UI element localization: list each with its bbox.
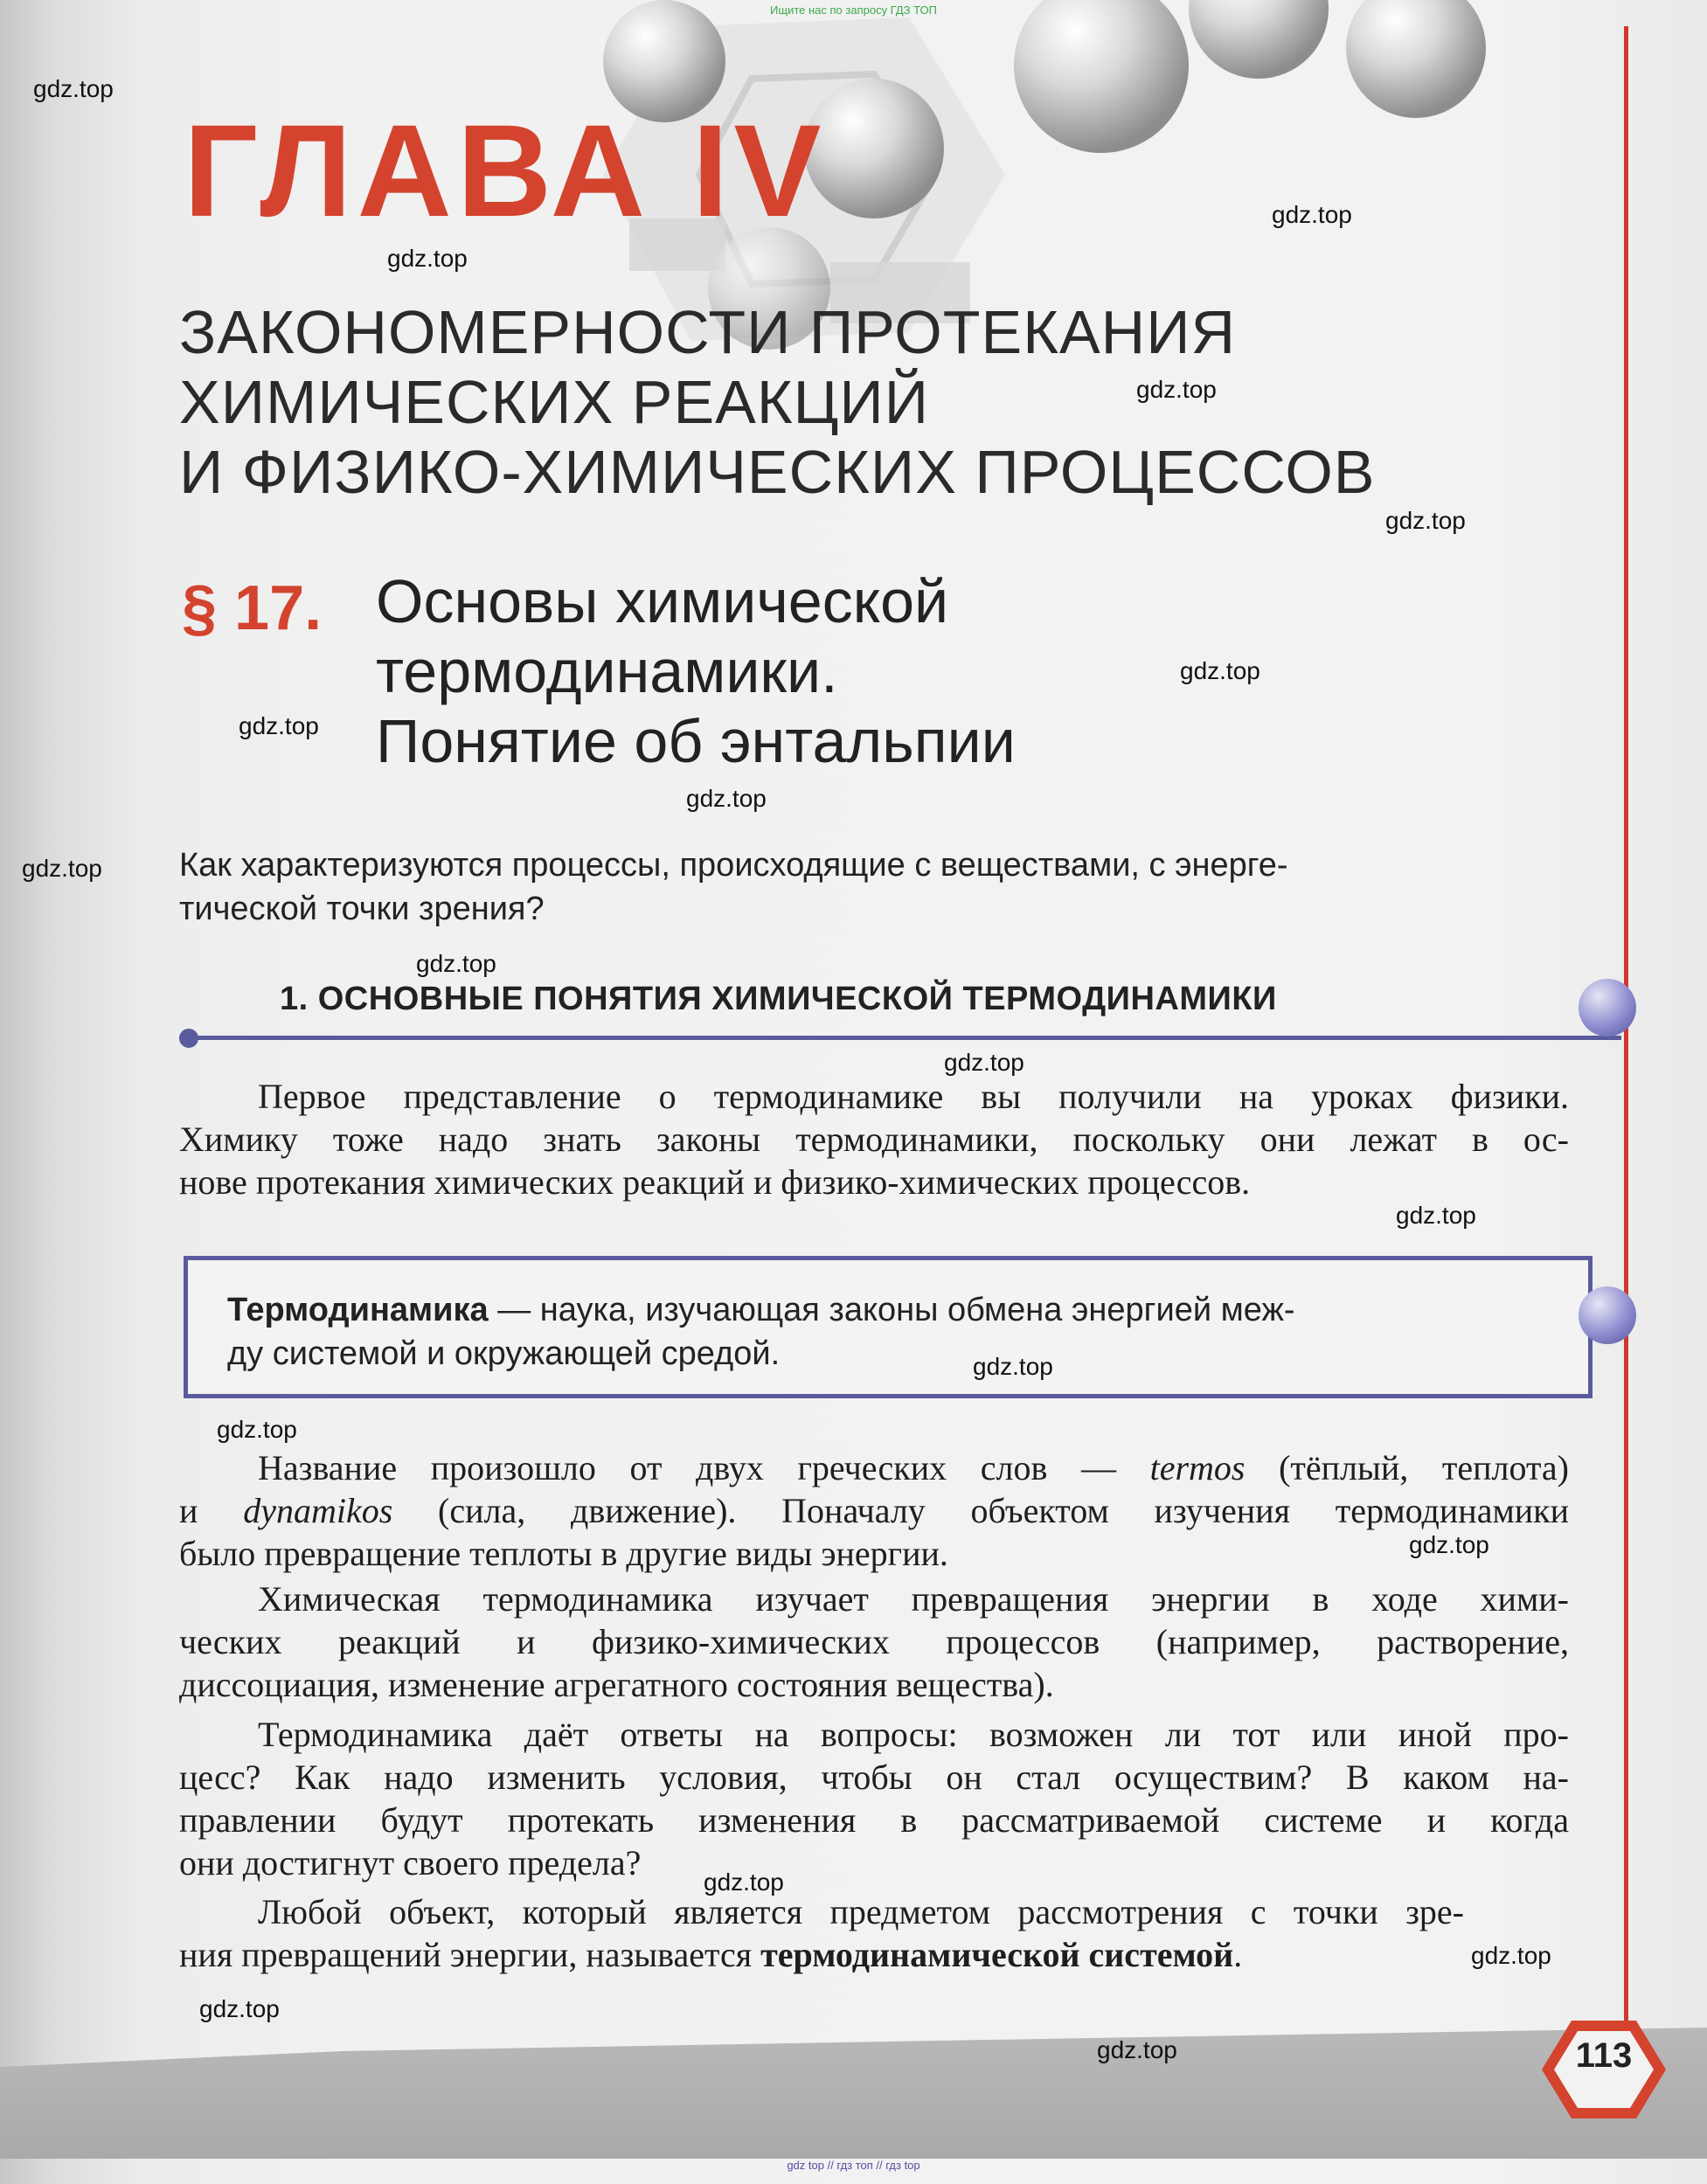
top-banner: Ищите нас по запросу ГДЗ ТОП (770, 3, 937, 17)
watermark: gdz.top (973, 1353, 1053, 1380)
watermark: gdz.top (387, 245, 468, 272)
page-number: 113 (1575, 2036, 1633, 2075)
lead-question (179, 843, 1543, 931)
greek-word: dynamikos (243, 1491, 393, 1530)
question-line: Как характеризуются процессы, происходящие с веществами, с энерге- (179, 847, 1288, 884)
system-paragraph (179, 1890, 1464, 1976)
definition-line (227, 1288, 1556, 1332)
bottom-band (0, 2028, 1707, 2159)
watermark: gdz.top (199, 1995, 280, 2022)
text-run: Название произошло от двух греческих слов — (258, 1448, 1150, 1487)
watermark: gdz.top (1180, 657, 1260, 684)
paragraph-title (376, 566, 1016, 776)
chapter-subtitle-line: ЗАКОНОМЕРНОСТИ ПРОТЕКАНИЯ (179, 298, 1237, 366)
chapter-title: ГЛАВА IV (184, 97, 827, 244)
text-line: нове протекания химических реакций и физико-химических процессов. (179, 1162, 1251, 1202)
text-line: ческих реакций и физико-химических процессов (например, растворение, (179, 1622, 1569, 1661)
text-line (179, 1446, 1569, 1489)
watermark: gdz.top (1409, 1531, 1489, 1558)
watermark: gdz.top (1097, 2036, 1177, 2063)
section-bullet-icon (1579, 979, 1636, 1037)
text-run: и (179, 1491, 244, 1530)
watermark: gdz.top (1471, 1942, 1551, 1969)
definition-term: Термодинамика (227, 1292, 489, 1328)
watermark: gdz.top (22, 855, 102, 882)
watermark: gdz.top (704, 1869, 784, 1896)
definition-box (184, 1256, 1593, 1398)
text-line: Термодинамика даёт ответы на вопросы: возможен ли тот или иной про- (258, 1715, 1569, 1754)
watermark: gdz.top (1136, 376, 1217, 403)
greek-word: termos (1149, 1448, 1246, 1487)
questions-paragraph (179, 1713, 1569, 1884)
question-line: тической точки зрения? (179, 891, 545, 927)
paragraph-title-line: Понятие об энтальпии (376, 707, 1016, 775)
watermark: gdz.top (1396, 1202, 1476, 1229)
text-line: цесс? Как надо изменить условия, чтобы он стал осуществим? В каком на- (179, 1758, 1569, 1797)
text-line: правлении будут протекать изменения в рассматриваемой системе и когда (179, 1800, 1569, 1840)
definition-bullet-icon (1579, 1286, 1636, 1344)
watermark: gdz.top (1272, 201, 1352, 228)
text-line: Первое представление о термодинамике вы получили на уроках физики. (258, 1077, 1569, 1116)
text-line: Любой объект, который является предметом рассмотрения с точки зре- (258, 1892, 1464, 1931)
text-line (179, 1933, 1464, 1976)
text-line: они достигнут своего предела? (179, 1843, 642, 1882)
definition-text (227, 1288, 1556, 1376)
watermark: gdz.top (217, 1416, 297, 1443)
paragraph-title-line: термодинамики. (376, 637, 838, 705)
watermark: gdz.top (33, 75, 114, 102)
watermark: gdz.top (686, 785, 767, 812)
chapter-subtitle-line: И ФИЗИКО-ХИМИЧЕСКИХ ПРОЦЕССОВ (179, 438, 1376, 506)
text-line: Химическая термодинамика изучает превращения энергии в ходе хими- (258, 1579, 1569, 1619)
intro-paragraph (179, 1075, 1569, 1203)
paragraph-title-line: Основы химической (376, 567, 949, 635)
section-rule (188, 1036, 1621, 1040)
watermark: gdz.top (944, 1049, 1024, 1076)
chemical-thermodynamics-paragraph (179, 1577, 1569, 1706)
text-line: диссоциация, изменение агрегатного состояния вещества). (179, 1665, 1054, 1704)
paragraph-number: § 17. (182, 573, 323, 643)
section-heading: 1. ОСНОВНЫЕ ПОНЯТИЯ ХИМИЧЕСКОЙ ТЕРМОДИНАМИКИ (280, 981, 1277, 1017)
section-rule-dot (179, 1029, 198, 1048)
text-run: (тёплый, теплота) (1245, 1448, 1570, 1487)
definition-rest: — наука, изучающая законы обмена энергией меж- (488, 1292, 1295, 1328)
text-line: Химику тоже надо знать законы термодинамики, поскольку они лежат в ос- (179, 1120, 1569, 1159)
text-line: было превращение теплоты в другие виды энергии. (179, 1534, 948, 1573)
text-run: ния превращений энергии, называется (179, 1935, 761, 1974)
watermark: gdz.top (416, 950, 496, 977)
name-origin-paragraph (179, 1446, 1569, 1575)
text-run: (сила, движение). Поначалу объектом изучения термодинамики (392, 1491, 1570, 1530)
key-term: термодинамической системой (760, 1935, 1234, 1974)
bottom-banner: gdz top // гдз топ // гдз top (787, 2159, 920, 2172)
definition-line: ду системой и окружающей средой. (227, 1335, 781, 1372)
text-run: . (1233, 1935, 1243, 1974)
watermark: gdz.top (239, 712, 319, 739)
chapter-subtitle-line: ХИМИЧЕСКИХ РЕАКЦИЙ (179, 368, 929, 436)
watermark: gdz.top (1385, 507, 1466, 534)
text-line (179, 1489, 1569, 1532)
